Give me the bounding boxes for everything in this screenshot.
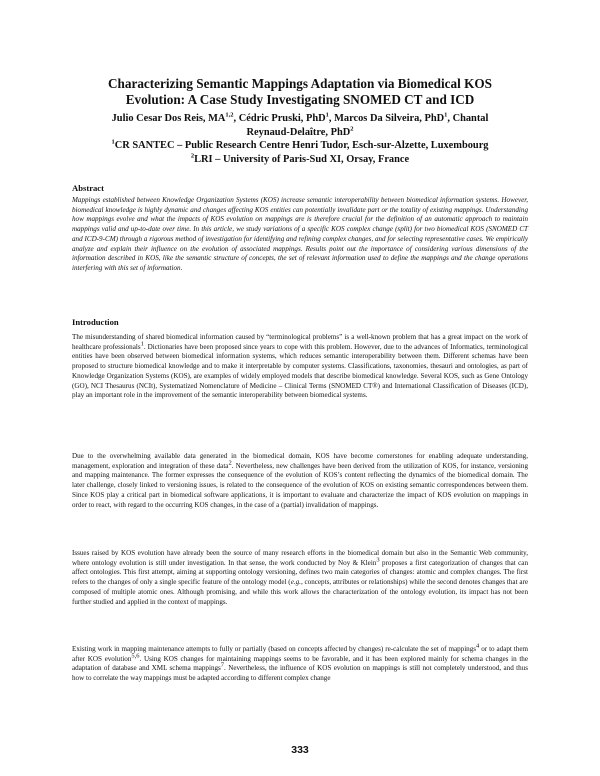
intro-paragraph-4 bbox=[72, 642, 528, 684]
citation-sup: 2 bbox=[228, 459, 232, 467]
citation-sup: 7 bbox=[220, 662, 225, 670]
affiliation-1-text: CR SANTEC – Public Research Centre Henri Tudor, Esch-sur-Alzette, Luxembourg bbox=[114, 140, 489, 151]
affiliation-sup: 1 bbox=[111, 138, 115, 146]
affiliation-sup: 2 bbox=[190, 152, 195, 160]
intro-p3-eg: e.g. bbox=[290, 578, 301, 587]
intro-paragraph-1 bbox=[72, 333, 528, 401]
affiliations bbox=[70, 139, 530, 166]
paper-title bbox=[70, 76, 530, 108]
author-sup: 1,2 bbox=[225, 111, 234, 119]
page-number: 333 bbox=[291, 744, 309, 756]
title-line-1: Characterizing Semantic Mappings Adaptation via Biomedical KOS bbox=[108, 76, 492, 91]
intro-p4-text-a: Existing work in mapping maintenance attempts to fully or partially (based on concepts affected by changes) re-calculate the set of mappings bbox=[72, 645, 477, 653]
intro-p1-text-a: The misunderstanding of shared biomedical information caused by “terminological problems” is a well-known problem that has a great impact on the work of healthcare professionals bbox=[72, 333, 528, 351]
author-sup: 1 bbox=[444, 111, 448, 119]
author-dos-reis: Julio Cesar Dos Reis, MA bbox=[111, 113, 226, 124]
affiliation-1 bbox=[70, 139, 530, 153]
introduction-heading: Introduction bbox=[72, 317, 119, 327]
affiliation-2 bbox=[70, 153, 530, 167]
abstract-text: Mappings established between Knowledge Organization Systems (KOS) increase semantic interoperability between biomedical information systems. However, biomedical knowledge is highly dynamic and changes affecting KOS entities can potentially invalidate part or the totality of existing mappings. Understanding how mappings evolve and what the impacts of KOS evolution on mappings are is therefore crucial for the definition of an automatic approach to maintain mappings valid and up-to-date over time. In this article, we study variations of a specific KOS complex change (split) for two biomedical KOS (SNOMED CT and ICD-9-CM) through a rigorous method of investigation for identifying and refining complex changes, and for selecting representative cases. We empirically analyze and explain their influence on the evolution of associated mappings. Results point out the importance of considering various dimensions of the information described in KOS, like the semantic structure of concepts, the set of relevant information used to define the mappings and the change operations interfering with this set of information. bbox=[72, 196, 528, 272]
intro-p3-text-b: proposes a first categorization of changes that can affect ontologies. This first attempt, aiming at supporting ontology versioning, defines two main categories of changes: atomic and complex changes. The first refers to the changes of only a single specific feature of the ontology model ( bbox=[72, 558, 528, 587]
author-da-silveira: , Marcos Da Silveira, PhD bbox=[328, 113, 445, 124]
intro-paragraph-3 bbox=[72, 549, 528, 607]
intro-p4-text-c: . Using KOS changes for maintaining mappings seems to be favorable, and it has been explored mainly for schema changes in the adaptation of database and XML schema mappings bbox=[72, 654, 528, 673]
citation-sup: 3 bbox=[376, 556, 380, 564]
intro-p3-text-a: Issues raised by KOS evolution have already been the source of many research efforts in the biomedical domain but also in the Semantic Web community, where ontology evolution is still under investigation. In that sense, the work conducted by Noy & Klein bbox=[72, 549, 528, 567]
intro-paragraph-2 bbox=[72, 452, 528, 510]
author-sup: 2 bbox=[350, 125, 354, 133]
author-sup: 1 bbox=[325, 111, 329, 119]
author-line-1 bbox=[70, 112, 530, 126]
abstract-heading: Abstract bbox=[72, 183, 104, 193]
affiliation-2-text: LRI – University of Paris-Sud XI, Orsay, France bbox=[194, 153, 410, 165]
author-reynaud-last: Reynaud-Delaître, PhD bbox=[246, 126, 351, 138]
intro-p1-text-b: . Dictionaries have been proposed since years to cope with this problem. However, due to the advances of Informatics, terminological entities have been observed between biomedical information systems, which reduces semantic interoperability between them. Different schemas have been proposed to structure biomedical knowledge and to make it interpretable by computer systems. Classifications, taxonomies, thesauri and ontologies, as part of Knowledge Organization Systems (KOS), are examples of widely employed models that describe biomedical knowledge. Several KOS, such as Gene Ontology (GO), NCI Thesaurus (NCIt), Systematized Nomenclature of Medicine – Clinical Terms (SNOMED CT®) and International Classification of Diseases (ICD), play an important role in the improvement of the semantic interoperability between biomedical systems. bbox=[72, 342, 528, 400]
intro-p4-text-b: or to adapt them after KOS evolution bbox=[72, 645, 528, 663]
author-pruski: , Cédric Pruski, PhD bbox=[233, 113, 326, 124]
citation-sup: 1 bbox=[140, 340, 144, 348]
intro-p2-text-b: . Nevertheless, new challenges have been derived from the utilization of KOS, for instance, versioning and mapping maintenance. The former expresses the consequence of the evolution of KOS’s content reflecting the dynamics of the biomedical domain. The later challenge, closely linked to versioning issues, is related to the consequence of the evolution of KOS on existing semantic correspondences between them. Since KOS play a critical part in biomedical software applications, it is important to evaluate and characterize the impact of KOS evolution on mappings in order to react, with regard to the occurring KOS changes, in the case of a (partial) invalidation of mappings. bbox=[72, 461, 528, 509]
author-reynaud-first: , Chantal bbox=[447, 113, 489, 124]
intro-p3-text-c: , concepts, attributes or relationships) while the second denotes changes that are composed of multiple atomic ones. Although promising, and while this work allows the characterization of the ontology evolution, its impact has not been further studied and applied in the context of mappings. bbox=[72, 578, 528, 606]
citation-sup: 5,6 bbox=[131, 652, 140, 660]
author-list bbox=[70, 112, 530, 139]
intro-p4-text-d: . Nevertheless, the influence of KOS evolution on mappings is still not completely understood, and thus how to correlate the way mappings must be adapted according to different complex change bbox=[72, 664, 528, 683]
intro-p2-text-a: Due to the overwhelming available data generated in the biomedical domain, KOS have become cornerstones for enabling adequate understanding, management, exploration and integration of these data bbox=[72, 452, 528, 470]
author-line-2 bbox=[70, 126, 530, 140]
citation-sup: 4 bbox=[476, 642, 480, 650]
title-line-2: Evolution: A Case Study Investigating SNOMED CT and ICD bbox=[125, 92, 475, 107]
